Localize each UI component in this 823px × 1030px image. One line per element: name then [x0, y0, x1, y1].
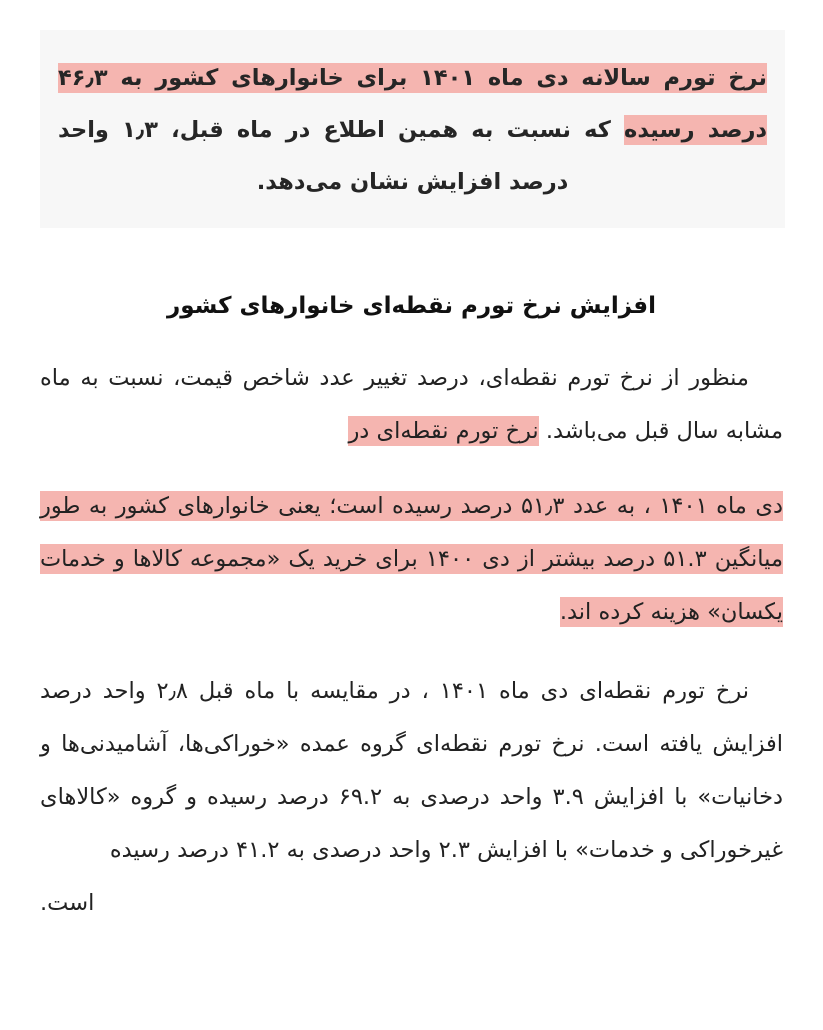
document-page — [0, 30, 823, 1030]
paragraph-definition-plain: منظور از نرخ تورم نقطه‌ای، درصد تغییر عدد شاخص قیمت، نسبت به ماه مشابه سال قبل می‌باشد. — [40, 365, 783, 444]
lead-summary-block — [40, 30, 785, 228]
paragraph-monthly-comparison — [40, 665, 783, 930]
paragraph-monthly-comparison-text: نرخ تورم نقطه‌ای دی ماه ۱۴۰۱ ، در مقایسه با ماه قبل ۲٫۸ واحد درصد افزایش یافته است. نرخ تورم نقطه‌ای گروه عمده «خوراکی‌ها، آشامیدنی‌ها و دخانیات» با افزایش ۳.۹ واحد درصدی به ۶۹.۲ درصد رسیده و گروه «کالاهای غیرخوراکی و خدمات» با افزایش ۲.۳ واحد درصدی به ۴۱.۲ درصد رسیده — [40, 678, 783, 863]
lead-paragraph — [58, 52, 767, 208]
lead-plain-text: که نسبت به همین اطلاع در ماه قبل، ۱٫۳ واحد درصد افزایش نشان می‌دهد. — [58, 117, 625, 195]
paragraph-definition — [40, 352, 783, 458]
paragraph-monthly-comparison-tail: است. — [40, 890, 95, 916]
section-heading: افزایش نرخ تورم نقطه‌ای خانوارهای کشور — [167, 293, 656, 319]
paragraph-point-inflation-highlight — [40, 480, 783, 639]
lead-highlighted-text: نرخ تورم سالانه دی ماه ۱۴۰۱ برای خانوارهای کشور به ۴۶٫۳ درصد رسیده — [58, 65, 768, 143]
paragraph-definition-highlight-lead: نرخ تورم نقطه‌ای در — [348, 418, 539, 444]
paragraph-point-inflation-highlight-text: دی ماه ۱۴۰۱ ، به عدد ۵۱٫۳ درصد رسیده است؛ یعنی خانوارهای کشور به طور میانگین ۵۱.۳ درصد بیشتر از دی ۱۴۰۰ برای خرید یک «مجموعه کالاها و خدمات یکسان» هزینه کرده اند. — [40, 493, 784, 625]
